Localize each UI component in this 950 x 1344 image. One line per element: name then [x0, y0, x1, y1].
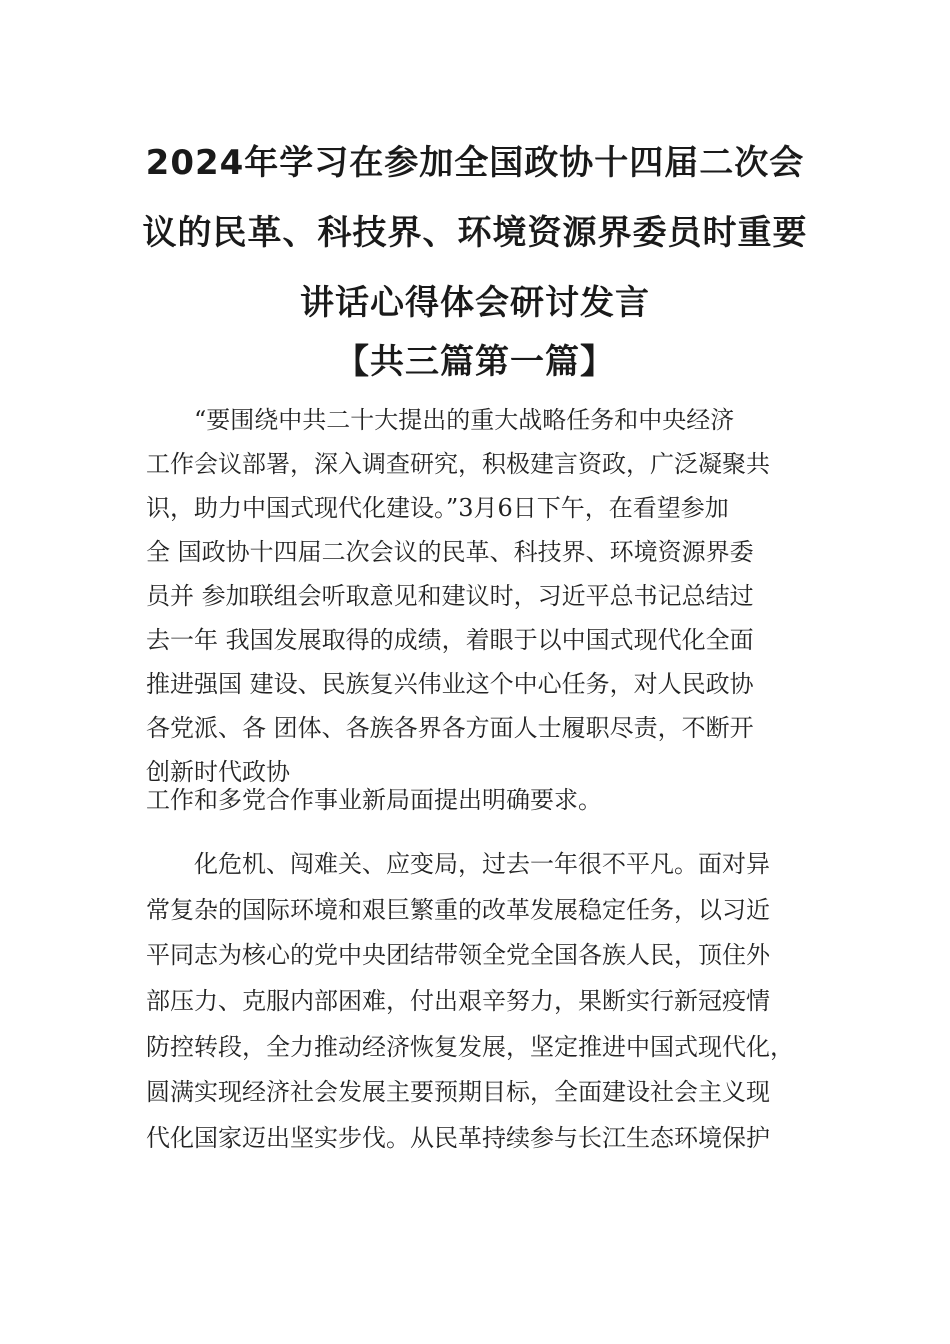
text-line: “要围绕中共二十大提出的重大战略任务和中央经济	[194, 406, 735, 434]
text-line: 识，助力中国式现代化建设。”3月6日下午，在看望参加	[146, 494, 729, 522]
text-line: 代化国家迈出坚实步伐。从民革持续参与长江生态环境保护	[146, 1124, 770, 1153]
paragraph-1	[146, 398, 811, 794]
paragraph-2	[146, 778, 811, 822]
title-line: 2024年学习在参加全国政协十四届二次会	[145, 143, 805, 183]
text-line: 全 国政协十四届二次会议的民革、科技界、环境资源界委	[146, 538, 754, 566]
text-line: 部压力、克服内部困难，付出艰辛努力，果断实行新冠疫情	[146, 987, 770, 1016]
text-line: 圆满实现经济社会发展主要预期目标，全面建设社会主义现	[146, 1078, 770, 1107]
text-line: 员并 参加联组会听取意见和建议时，习近平总书记总结过	[146, 582, 754, 610]
text-line: 去一年 我国发展取得的成绩，着眼于以中国式现代化全面	[146, 626, 754, 654]
title-line: 讲话心得体会研讨发言	[300, 283, 650, 323]
document-subtitle: 【共三篇第一篇】	[335, 342, 615, 382]
text-line: 平同志为核心的党中央团结带领全党全国各族人民，顶住外	[146, 941, 770, 970]
text-line: 工作和多党合作事业新局面提出明确要求。	[146, 786, 602, 814]
text-line: 推进强国 建设、民族复兴伟业这个中心任务，对人民政协	[146, 670, 754, 698]
text-line: 各党派、各 团体、各族各界各方面人士履职尽责，不断开	[146, 714, 754, 742]
title-line: 议的民革、科技界、环境资源界委员时重要	[142, 213, 808, 253]
document-title	[120, 128, 830, 338]
text-line: 创新时代政协	[146, 758, 290, 786]
paragraph-3	[146, 842, 811, 1162]
text-line: 工作会议部署，深入调查研究，积极建言资政，广泛凝聚共	[146, 450, 770, 478]
text-line: 化危机、闯难关、应变局，过去一年很不平凡。面对异	[194, 850, 770, 878]
text-line: 常复杂的国际环境和艰巨繁重的改革发展稳定任务，以习近	[146, 895, 770, 924]
text-line: 防控转段，全力推动经济恢复发展，坚定推进中国式现代化，	[146, 1032, 794, 1061]
